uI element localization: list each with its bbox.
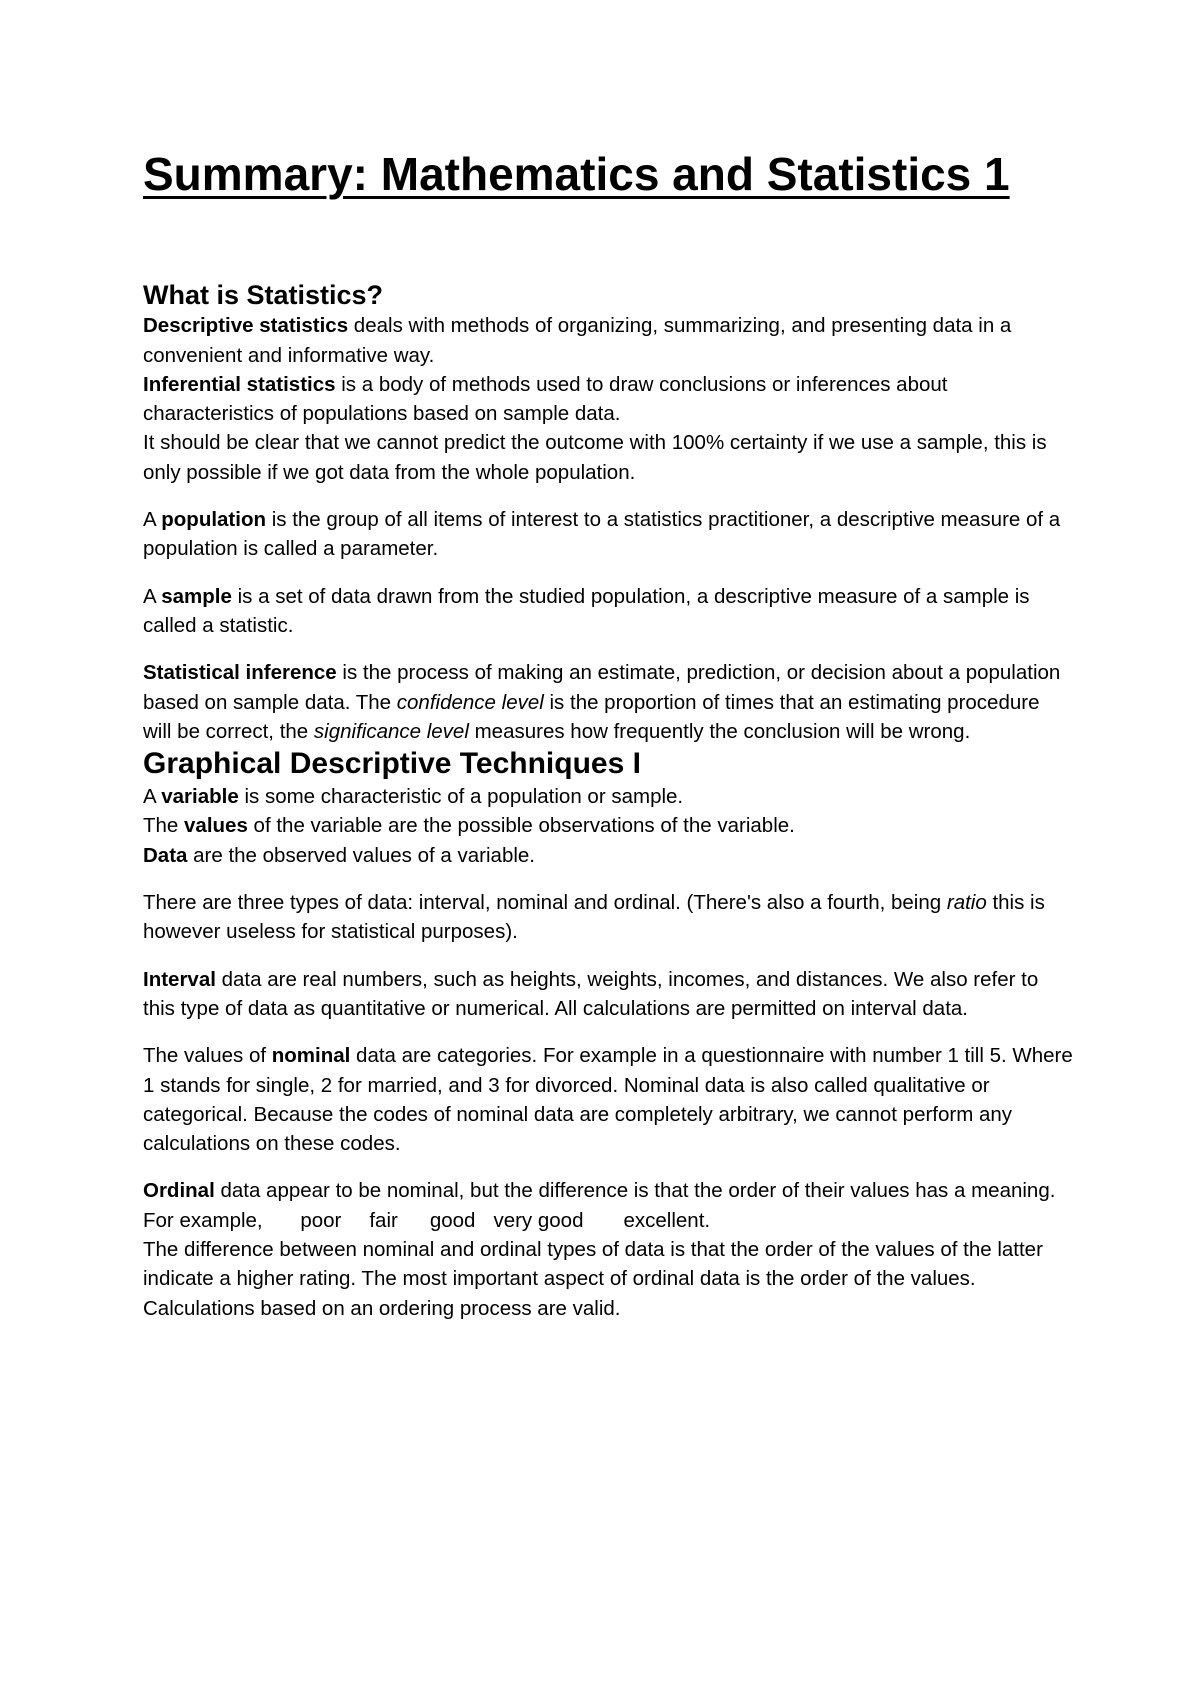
term-data: Data (143, 843, 188, 867)
text: The (143, 814, 185, 838)
text: is the proportion of times that an estimating procedure will be correct, the (143, 690, 1040, 743)
paragraph-nominal (143, 1041, 1073, 1158)
text: There are three types of data: interval, nominal and ordinal. (There's also a fourth, being (143, 891, 947, 915)
section-heading-graphical-descriptive-techniques: Graphical Descriptive Techniques I (143, 747, 641, 781)
text: is the group of all items of interest to a statistics practitioner, a descriptive measure of a population is called a parameter. (143, 508, 1061, 561)
text: A (143, 785, 162, 809)
text: A (143, 508, 162, 532)
text: data are real numbers, such as heights, weights, incomes, and distances. We also refer to this type of data as quantitative or numerical. All calculations are permitted on interval data. (143, 967, 1039, 1020)
scale-item: good (429, 1208, 476, 1232)
paragraph-sample (143, 582, 1073, 641)
scale-item: very good (493, 1208, 584, 1232)
scale-item: poor (300, 1208, 342, 1232)
term-statistical-inference: Statistical inference (143, 661, 337, 685)
text: data are categories. For example in a questionnaire with number 1 till 5. Where 1 stands for single, 2 for married, and 3 for divorced. Nominal data is also called qualitative or categorical. Because the codes of nominal data are completely arbitrary, we cannot perform any calculations on these codes. (143, 1044, 1073, 1156)
paragraph-variable-values-data (143, 782, 1073, 870)
text: It should be clear that we cannot predict the outcome with 100% certainty if we use a sample, this is only possible if we got data from the whole population. (143, 431, 1047, 484)
text: is a body of methods used to draw conclusions or inferences about characteristics of populations based on sample data. (143, 372, 948, 426)
paragraph-statistical-inference (143, 658, 1073, 746)
term-ratio: ratio (946, 891, 987, 915)
document-title: Summary: Mathematics and Statistics 1 (143, 148, 1010, 200)
paragraph-population (143, 505, 1073, 564)
paragraph-ordinal (143, 1176, 1073, 1322)
text: is the process of making an estimate, prediction, or decision about a population based on sample data. The (143, 661, 1061, 714)
text: of the variable are the possible observations of the variable. (247, 814, 795, 838)
term-interval: Interval (143, 967, 216, 991)
term-confidence-level: confidence level (396, 690, 544, 714)
section-heading-what-is-statistics: What is Statistics? (143, 279, 384, 310)
term-sample: sample (161, 584, 232, 608)
text: data appear to be nominal, but the difference is that the order of their values has a meaning. For example, (143, 1179, 1056, 1232)
text: this is however useless for statistical purposes). (143, 891, 1045, 944)
term-descriptive-statistics: Descriptive statistics (143, 314, 349, 338)
term-values: values (184, 814, 248, 838)
text: is some characteristic of a population or sample. (238, 785, 684, 809)
ordinal-scale-example (268, 1206, 710, 1235)
term-inferential-statistics: Inferential statistics (143, 372, 336, 396)
paragraph-descriptive-inferential (143, 311, 1073, 487)
term-variable: variable (161, 785, 239, 809)
text: measures how frequently the conclusion will be wrong. (468, 719, 971, 743)
paragraph-interval (143, 965, 1073, 1024)
paragraph-data-types (143, 888, 1073, 947)
text: are the observed values of a variable. (187, 843, 536, 867)
document-page (143, 148, 1073, 1323)
text: The values of (143, 1044, 272, 1068)
term-nominal: nominal (271, 1044, 351, 1068)
scale-item: excellent. (623, 1208, 711, 1232)
text: The difference between nominal and ordinal types of data is that the order of the values of the latter indicate a higher rating. The most important aspect of ordinal data is the order of the values. Calculations based on an ordering process are valid. (143, 1238, 1043, 1320)
term-population: population (161, 508, 267, 532)
text: deals with methods of organizing, summarizing, and presenting data in a convenient and informative way. (143, 314, 1012, 367)
term-ordinal: Ordinal (143, 1179, 215, 1203)
term-significance-level: significance level (313, 719, 469, 743)
scale-item: fair (369, 1208, 398, 1232)
text: A (143, 584, 162, 608)
text: is a set of data drawn from the studied population, a descriptive measure of a sample is called a statistic. (143, 584, 1030, 637)
